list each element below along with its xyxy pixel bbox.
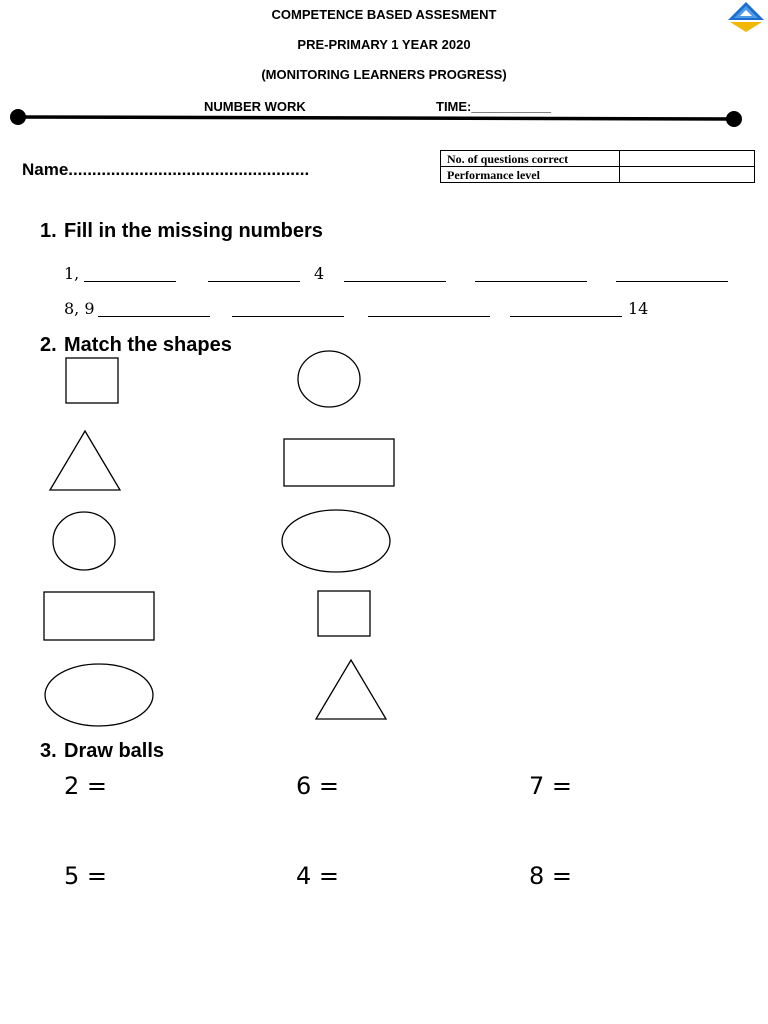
question-text: Fill in the missing numbers	[64, 220, 323, 242]
square-shape	[66, 358, 118, 403]
performance-label: Performance level	[441, 167, 620, 183]
square-shape	[318, 591, 370, 636]
table-row	[441, 167, 755, 183]
answer-blank	[616, 281, 728, 282]
draw-balls-item: 8 =	[529, 862, 573, 890]
triangle-shape	[316, 660, 386, 719]
header-divider	[10, 108, 750, 128]
time-text: TIME:	[436, 99, 472, 114]
school-logo	[724, 0, 768, 36]
circle-shape	[298, 351, 360, 407]
answer-blank	[232, 316, 344, 317]
rectangle-shape	[44, 592, 154, 640]
answer-blank	[344, 281, 446, 282]
header-line-1: COMPETENCE BASED ASSESMENT	[271, 7, 497, 22]
shapes-area	[0, 340, 768, 740]
rectangle-shape	[284, 439, 394, 486]
triangle-shape	[50, 431, 120, 490]
answer-blank	[98, 316, 210, 317]
sequence-end: 14	[628, 299, 649, 318]
question-3-title	[40, 740, 164, 763]
question-number: 1.	[40, 220, 57, 242]
draw-balls-item: 5 =	[64, 862, 108, 890]
table-row	[441, 151, 755, 167]
sequence-given: 4	[314, 264, 325, 283]
subject-label: NUMBER WORK	[204, 99, 306, 114]
question-number: 3.	[40, 740, 57, 762]
score-value	[620, 151, 755, 167]
score-table	[440, 150, 755, 183]
sequence-start: 1,	[64, 264, 80, 283]
oval-shape	[45, 664, 153, 726]
draw-balls-item: 4 =	[296, 862, 340, 890]
sequence-start: 8, 9	[64, 299, 95, 318]
performance-value	[620, 167, 755, 183]
answer-blank	[475, 281, 587, 282]
answer-blank	[208, 281, 300, 282]
question-1-title	[40, 220, 323, 243]
draw-balls-item: 2 =	[64, 772, 108, 800]
header-line-2: PRE-PRIMARY 1 YEAR 2020	[297, 37, 471, 52]
question-number: 2.	[40, 334, 57, 356]
answer-blank	[84, 281, 176, 282]
score-label: No. of questions correct	[441, 151, 620, 167]
question-text: Draw balls	[64, 740, 165, 762]
name-field: Name...................................................	[22, 160, 310, 179]
answer-blank	[510, 316, 622, 317]
draw-balls-item: 6 =	[296, 772, 340, 800]
oval-shape	[282, 510, 390, 572]
answer-blank	[368, 316, 490, 317]
time-blank: ___________	[471, 99, 551, 114]
draw-balls-item: 7 =	[529, 772, 573, 800]
question-text: Match the shapes	[64, 334, 232, 356]
circle-shape	[53, 512, 115, 570]
header-line-3: (MONITORING LEARNERS PROGRESS)	[261, 67, 507, 82]
